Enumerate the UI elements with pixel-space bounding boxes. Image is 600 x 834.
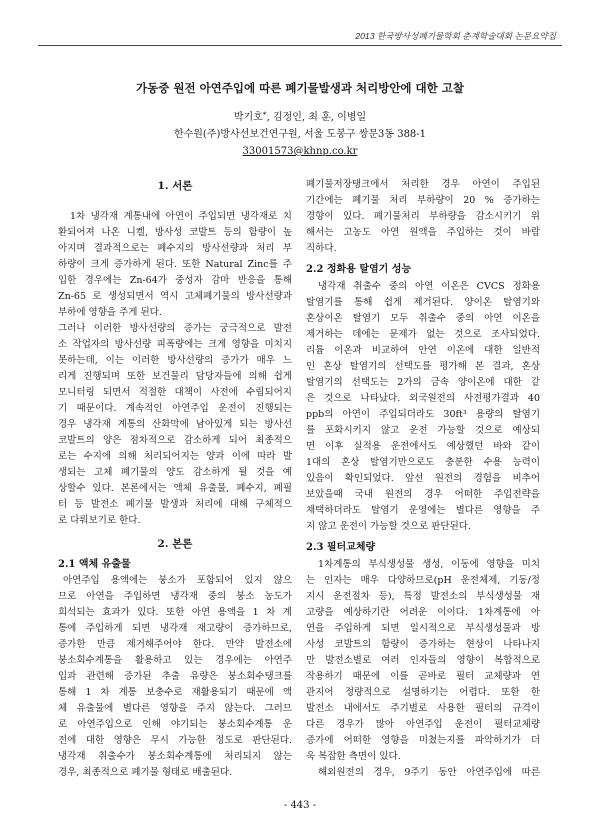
paragraph-line: 를 포화시키지 않고 운전 가능할 것으로 예상되 <box>306 425 540 436</box>
paragraph-line: 생되는 고체 폐기물의 양도 감소하게 될 것을 예 <box>58 467 292 478</box>
paragraph-line: 경우 냉각재 계통의 산화막에 남아있게 되는 방사선 <box>58 419 292 430</box>
paragraph-line: 소 작업자의 방사선량 피폭량에는 크게 영향을 미치지 <box>58 339 292 350</box>
paragraph-line: 로 다뤄보기로 한다. <box>58 515 141 526</box>
paragraph-line: 통에 주입하게 되면 냉각재 재고량이 증가하므로, <box>58 623 292 634</box>
paragraph-line: 고량을 예상하기란 어려운 이이다. 1차계통에 아 <box>306 607 540 618</box>
paragraph-line: 직하다. <box>306 243 337 254</box>
paragraph-line: 입과 관련해 증가된 추출 유량은 붕소회수탱크를 <box>58 671 292 682</box>
paragraph-line: 관지어 정량적으로 설명하기는 어렵다. 또한 한 <box>306 687 540 698</box>
paragraph-line: 다른 경우가 많아 아연주입 운전이 필터교체량 <box>306 719 540 730</box>
paragraph-line: 채택하더라도 탈염기 운영에는 별다른 영향을 주 <box>306 505 540 516</box>
paragraph-line: 만 발전소별로 여러 인자들의 영향이 복합적으로 <box>306 655 540 666</box>
paragraph-line: 폐기물저장탱크에서 처리한 경우 아연이 주입된 <box>306 179 540 190</box>
paragraph-line: 로는 수지에 의해 처리되어지는 양과 이에 따라 발 <box>58 451 292 462</box>
paragraph-line: 환되어져 나온 니켈, 방사성 코발트 등의 함량이 높 <box>58 227 292 238</box>
co-authors: , 김정인, 최 훈, 이병일 <box>266 112 367 123</box>
liquid-effluent-paragraph-1 <box>58 573 292 781</box>
paragraph-line: 지 않고 운전이 가능할 것으로 판단된다. <box>306 521 471 532</box>
email-line <box>0 144 600 160</box>
paragraph-line: 못하는데, 이는 이러한 방사선량의 증가가 매우 느 <box>58 355 292 366</box>
paragraph-line: 제거하는 데에는 문제가 없는 것으로 조사되었다. <box>306 329 540 340</box>
paragraph-line: 통해 1 차 계통 보충수로 재활용되기 때문에 액 <box>58 687 292 698</box>
liquid-effluent-paragraph-2 <box>306 177 540 257</box>
paragraph-line: 지시 운전절차 등), 특정 발전소의 부식생성물 재 <box>306 591 540 602</box>
paragraph-line: 탈염기를 통해 쉽게 제거된다. 양이온 탈염기와 <box>306 297 540 308</box>
paragraph-line: 은 것으로 나타났다. 외국원전의 사전평가결과 40 <box>306 393 540 404</box>
paragraph-line: 기 때문이다. 계속적인 아연주입 운전이 진행되는 <box>58 403 292 414</box>
filter-replacement-paragraph-2 <box>306 765 540 781</box>
email-link[interactable]: 33001573@khnp.co.kr <box>242 146 358 157</box>
paragraph-line: 므로 아연을 주입하면 냉각재 중의 붕소 농도가 <box>58 591 292 602</box>
paragraph-line: 입한 경우에는 Zn-64가 중성자 감마 반응을 통해 <box>58 275 292 286</box>
paragraph-line: Zn-65 로 생성되면서 역시 고체폐기물의 방사선량과 <box>58 291 292 302</box>
subsection-heading-2-3: 2.3 필터교체량 <box>306 542 376 553</box>
paragraph-line: 경우, 최종적으로 폐기물 형태로 배출된다. <box>58 767 233 778</box>
paragraph-line: 증가한 만큼 제거해주어야 한다. 만약 발전소에 <box>58 639 292 650</box>
intro-paragraph-1 <box>58 209 292 321</box>
paragraph-line: 1대의 혼상 탈염기만으로도 충분한 수용 능력이 <box>306 457 540 468</box>
paragraph-line: 체 유출물에 별다른 영향을 주지 않는다. 그러므 <box>58 703 292 714</box>
paragraph-line: 붕소회수계통을 활용하고 있는 경우에는 아연주 <box>58 655 292 666</box>
paragraph-line: 냉각재 취출수 중의 아연 이온은 CVCS 정화용 <box>318 281 540 292</box>
paragraph-line: 그러나 이러한 방사선량의 증가는 궁극적으로 발전 <box>58 323 292 334</box>
paragraph-line: 면 이후 실적용 운전에서도 예상했던 바와 같이 <box>306 441 540 452</box>
paragraph-line: 경향이 있다. 폐기물처리 부하량을 감소시키기 위 <box>306 211 540 222</box>
paragraph-line: 해외원전의 경우, 9주기 동안 아연주입에 따른 <box>318 767 540 778</box>
paragraph-line: 탈염기의 선택도는 2가의 금속 양이온에 대한 같 <box>306 377 540 388</box>
section-heading-body: 2. 본론 <box>157 538 193 550</box>
paragraph-line: 인 혼상 탈염기의 선택도를 평가해 본 결과, 혼상 <box>306 361 540 372</box>
paper-title: 가동중 원전 아연주입에 따른 폐기물발생과 처리방안에 대한 고찰 <box>136 81 464 95</box>
paragraph-line: 하량이 크게 증가하게 된다. 또한 Natural Zinc를 주 <box>58 259 292 270</box>
demineralizer-paragraph <box>306 279 540 535</box>
paragraph-line: 냉각재 취출수가 붕소회수계통에 처리되지 않는 <box>58 751 292 762</box>
paragraph-line: 있음이 확인되었다. 앞선 원전의 경험을 비추어 <box>306 473 540 484</box>
subsection-heading-2-1: 2.1 액체 유출물 <box>58 559 131 570</box>
paragraph-line: 증가에 어떠한 영향을 미쳤는지를 파악하기가 더 <box>306 735 540 746</box>
paragraph-line: 사성 코발트의 함량이 증가하는 현상이 나타나지 <box>306 639 540 650</box>
paragraph-line: 발전소 내에서도 주기별로 사용한 필터의 규격이 <box>306 703 540 714</box>
paragraph-line: 아연주입 용액에는 붕소가 포함되어 있지 않으 <box>63 575 292 586</box>
corresponding-author-mark: * <box>262 110 267 119</box>
intro-paragraph-2 <box>58 321 292 529</box>
running-header: 2013 한국방사성폐기물학회 춘계학술대회 논문요약집 <box>355 31 556 41</box>
paragraph-line: 연을 주입하게 되면 일시적으로 부식생성물과 방 <box>306 623 540 634</box>
paragraph-line: 1차 냉각재 계통내에 아연이 주입되면 냉각재로 치 <box>70 211 292 222</box>
affiliation: 한수원(주)방사선보건연구원, 서울 도봉구 쌍문3동 388-1 <box>173 129 427 140</box>
right-column <box>306 177 540 781</box>
page-number: - 443 - <box>283 800 317 811</box>
paragraph-line: 작용하기 때문에 이를 곧바로 필터 교체량과 연 <box>306 671 540 682</box>
paragraph-line: 기간에는 폐기물 처리 부하량이 20 % 증가하는 <box>306 195 540 206</box>
paragraph-line: 해서는 고농도 아연 원액을 주입하는 것이 바람 <box>306 227 540 238</box>
paragraph-line: 상할수 있다. 본론에서는 액체 유출물, 폐수지, 폐필 <box>58 483 292 494</box>
paragraph-line: 희석되는 효과가 있다. 또한 아연 용액을 1 차 계 <box>58 607 292 618</box>
corresponding-author: 박기호 <box>233 112 263 123</box>
header-rule <box>38 45 562 46</box>
paragraph-line: ppb의 아연이 주입되더라도 30ft³ 용량의 탈염기 <box>306 409 540 420</box>
filter-replacement-paragraph-1 <box>306 557 540 765</box>
paragraph-line: 로 아연주입으로 인해 야기되는 붕소회수계통 운 <box>58 719 292 730</box>
paragraph-line: 1차계통의 부식생성물 생성, 이동에 영향을 미치 <box>318 559 540 570</box>
paragraph-line: 욱 복잡한 측면이 있다. <box>306 751 401 762</box>
paragraph-line: 전에 대한 영향은 무시 가능한 정도로 판단된다. <box>58 735 292 746</box>
paragraph-line: 혼상이온 탈염기 모두 취출수 중의 아연 이온을 <box>306 313 540 324</box>
paragraph-line: 보았을때 국내 원전의 경우 어떠한 주입전략을 <box>306 489 540 500</box>
author-list <box>0 110 600 126</box>
paragraph-line: 리게 진행되며 또한 보건물리 담당자들에 의해 쉽게 <box>58 371 292 382</box>
paragraph-line: 는 인자는 매우 다양하므로(pH 운전체제, 기동/정 <box>306 575 540 586</box>
left-column <box>58 177 292 781</box>
paragraph-line: 아지며 결과적으로는 폐수지의 방사선량과 처리 부 <box>58 243 292 254</box>
paragraph-line: 모니터링 되면서 적절한 대책이 사전에 수립되어지 <box>58 387 292 398</box>
paragraph-line: 터 등 발전소 폐기물 발생과 처리에 대해 구체적으 <box>58 499 292 510</box>
paragraph-line: 리튬 이온과 비교하여 안연 이온에 대한 일반적 <box>306 345 540 356</box>
section-heading-intro: 1. 서론 <box>157 180 193 192</box>
paragraph-line: 코발트의 양은 점차적으로 감소하게 되어 최종적으 <box>58 435 292 446</box>
paragraph-line: 부하에 영향을 주게 된다. <box>58 307 162 318</box>
subsection-heading-2-2: 2.2 정화용 탈염기 성능 <box>306 264 412 275</box>
